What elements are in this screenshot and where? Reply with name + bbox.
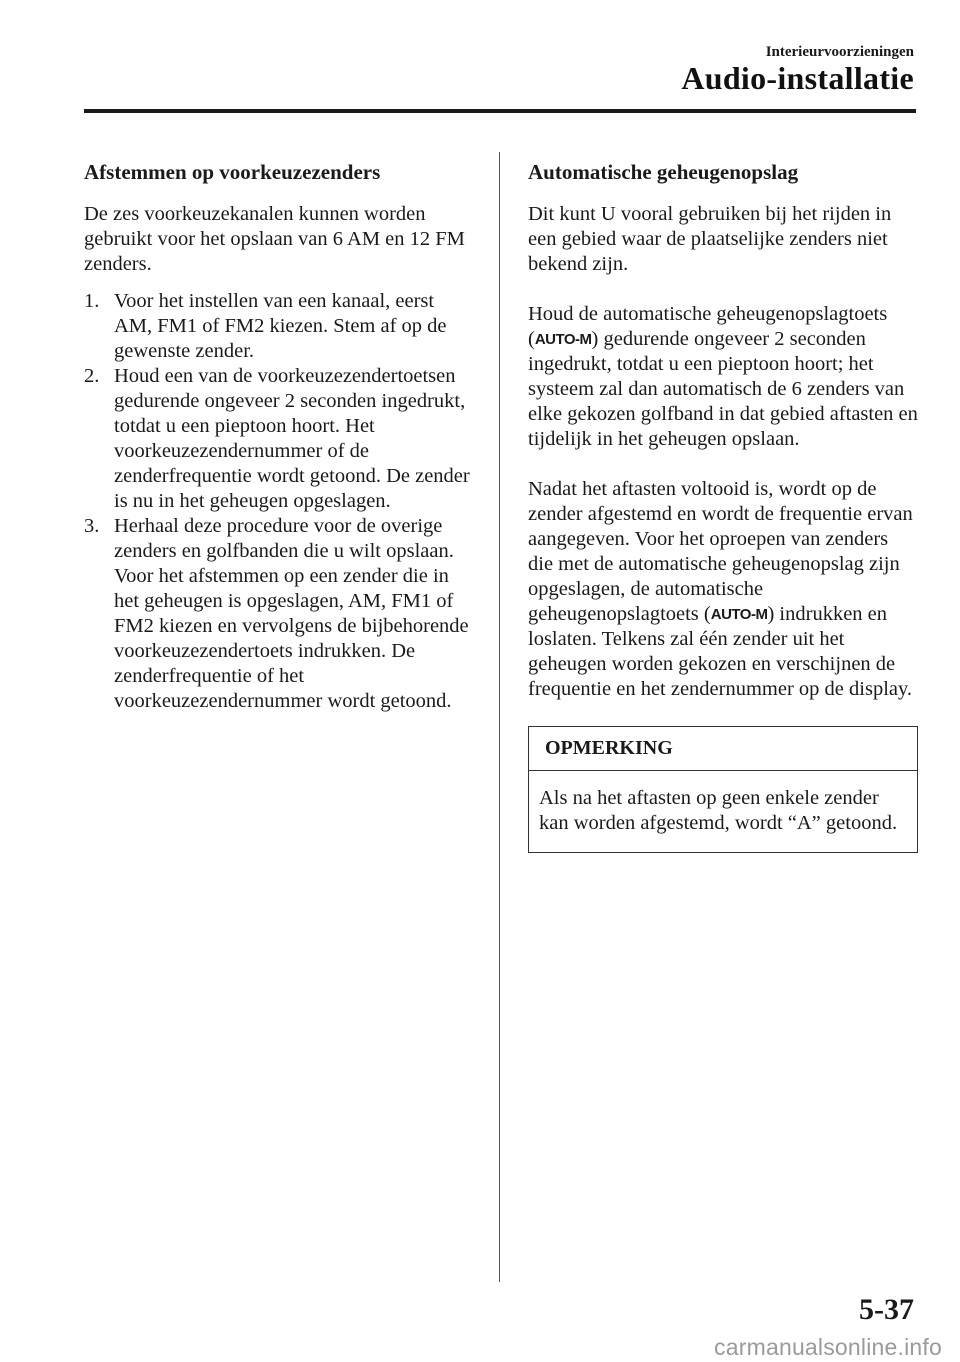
step-number: 3. bbox=[84, 515, 100, 537]
paragraph-text: Houd de automatische geheugenopslagtoets ( bbox=[528, 303, 888, 350]
paragraph-text: Nadat het aftasten voltooid is, wordt op de zender afgestemd en wordt de frequentie ervan aangegeven. Voor het oproepen van zenders die met de automatische geheugenopslag zijn opgeslagen, de automatische geheugenopslagtoets ( bbox=[528, 478, 913, 625]
header-rule bbox=[84, 109, 916, 113]
right-heading: Automatische geheugenopslag bbox=[528, 160, 799, 184]
list-item bbox=[84, 514, 470, 714]
watermark: carmanualsonline.info bbox=[714, 1334, 942, 1360]
list-item bbox=[84, 289, 470, 364]
note-title: OPMERKING bbox=[529, 727, 917, 771]
note-box bbox=[528, 726, 918, 853]
right-paragraph-2 bbox=[528, 302, 918, 452]
left-column bbox=[84, 158, 470, 714]
paragraph-text: ) indrukken en loslaten. Telkens zal één zender uit het geheugen worden gekozen en verschijnen de frequentie en het zendernummer op de display. bbox=[528, 603, 913, 700]
paragraph-text: ) gedurende ongeveer 2 seconden ingedrukt, totdat u een pieptoon hoort; het systeem zal dan automatisch de 6 zenders van elke gekozen golfband in dat gebied aftasten en tijdelijk in het geheugen opslaan. bbox=[528, 328, 918, 450]
page-number: 5-37 bbox=[859, 1293, 914, 1326]
note-text: Als na het aftasten op geen enkele zender kan worden afgestemd, wordt “A” getoond. bbox=[539, 787, 898, 834]
step-number: 1. bbox=[84, 290, 100, 312]
step-number: 2. bbox=[84, 365, 100, 387]
left-heading: Afstemmen op voorkeuzezenders bbox=[84, 160, 381, 184]
auto-m-button-label: AUTO-M bbox=[534, 331, 592, 348]
step-text: Houd een van de voorkeuzezendertoetsen gedurende ongeveer 2 seconden ingedrukt, totdat u een pieptoon hoort. Het voorkeuzezendernummer of de zenderfrequentie wordt getoond. De zender is nu in het geheugen opgeslagen. bbox=[114, 365, 470, 512]
column-divider bbox=[499, 152, 500, 1282]
step-text: Voor het instellen van een kanaal, eerst AM, FM1 of FM2 kiezen. Stem af op de gewenste zender. bbox=[114, 290, 447, 362]
step-text: Herhaal deze procedure voor de overige zenders en golfbanden die u wilt opslaan. Voor het afstemmen op een zender die in het geheugen is opgeslagen, AM, FM1 of FM2 kiezen en vervolgens de bijbehorende voorkeuzezendertoets indrukken. De zenderfrequentie of het voorkeuzezendernummer wordt getoond. bbox=[114, 515, 469, 712]
right-paragraph-1: Dit kunt U vooral gebruiken bij het rijden in een gebied waar de plaatselijke zenders niet bekend zijn. bbox=[528, 203, 892, 275]
left-intro: De zes voorkeuzekanalen kunnen worden gebruikt voor het opslaan van 6 AM en 12 FM zenders. bbox=[84, 203, 465, 275]
section-title: Interieurvoorzieningen bbox=[765, 44, 914, 60]
auto-m-button-label: AUTO-M bbox=[710, 606, 768, 623]
right-column bbox=[528, 158, 918, 853]
list-item bbox=[84, 364, 470, 514]
steps-list bbox=[84, 289, 470, 714]
page-title: Audio-installatie bbox=[681, 60, 914, 96]
right-paragraph-3 bbox=[528, 477, 918, 702]
